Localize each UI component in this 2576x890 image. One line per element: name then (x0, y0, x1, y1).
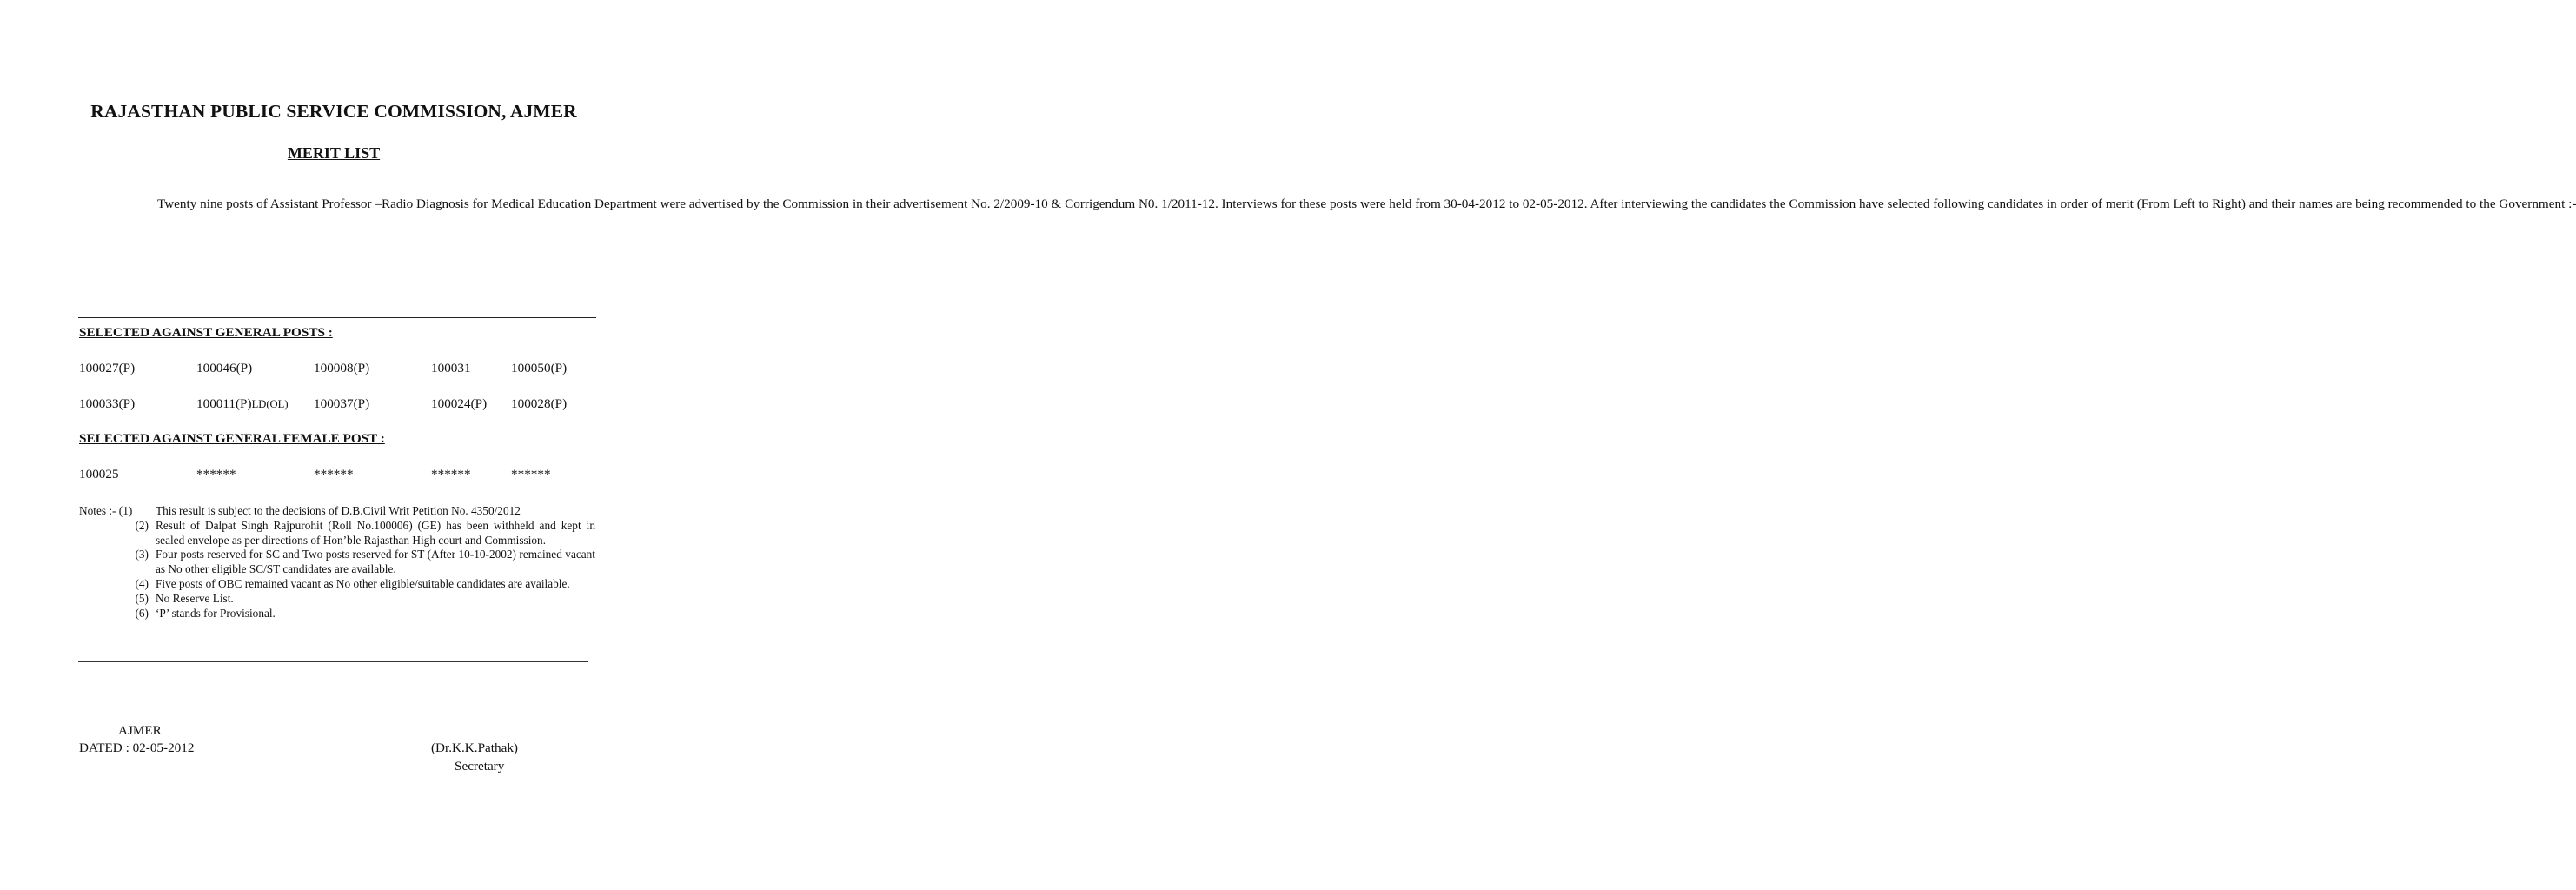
note-number: (4) (135, 576, 149, 590)
placeholder-asterisks: ****** (431, 467, 471, 482)
note-item (79, 548, 595, 577)
note-item (79, 592, 595, 607)
roll-number: 100011(P) (196, 396, 252, 411)
female-post-heading: SELECTED AGAINST GENERAL FEMALE POST : (79, 431, 385, 446)
note-item (79, 519, 595, 548)
placeholder-asterisks: ****** (511, 467, 551, 482)
note-number: (2) (135, 518, 149, 532)
note-text: No Reserve List. (156, 591, 234, 605)
note-number: (6) (135, 606, 149, 620)
place-label: AJMER (118, 723, 162, 738)
intro-text: Twenty nine posts of Assistant Professor –Radio Diagnosis for Medical Education Department were advertised by the Commission in their advertisement No. 2/2009-10 & Corrigendum N0. 1/2011-12. Interviews for these posts were held from 30-04-2012 to 02-05-2012. After interviewing the candidates the Commission have selected following candidates in order of merit (From Left to Right) and their names are being recommended to the Government :- (157, 196, 2576, 211)
note-item (79, 607, 595, 621)
note-text: Result of Dalpat Singh Rajpurohit (Roll No.100006) (GE) has been withheld and kept in sealed envelope as per directions of Hon’ble Rajasthan High court and Commission. (156, 518, 595, 547)
roll-number: 100037(P) (314, 396, 370, 411)
note-text: Five posts of OBC remained vacant as No other eligible/suitable candidates are available. (156, 576, 570, 590)
intro-paragraph (79, 196, 2576, 213)
note-item (79, 577, 595, 592)
roll-number: 100024(P) (431, 396, 488, 411)
note-text: Four posts reserved for SC and Two posts reserved for ST (After 10-10-2002) remained vacant as No other eligible SC/ST candidates are available. (156, 548, 595, 576)
merit-list-heading: MERIT LIST (287, 144, 381, 162)
placeholder-asterisks: ****** (196, 467, 236, 482)
ld-ol-tag: LD(OL) (251, 398, 289, 410)
roll-number: 100050(P) (511, 361, 568, 375)
divider (78, 661, 588, 662)
placeholder-asterisks: ****** (314, 467, 354, 482)
page-title: RAJASTHAN PUBLIC SERVICE COMMISSION, AJMER (90, 101, 577, 122)
note-text: ‘P’ stands for Provisional. (156, 606, 276, 620)
roll-number: 100027(P) (79, 361, 136, 375)
notes-label: Notes :- (79, 504, 116, 517)
note-number: (3) (135, 548, 149, 561)
roll-number: 100028(P) (511, 396, 568, 411)
note-text: This result is subject to the decisions of D.B.Civil Writ Petition No. 4350/2012 (156, 504, 521, 517)
roll-number: 100025 (79, 467, 119, 482)
note-number: (5) (135, 591, 149, 605)
note-item (79, 504, 595, 519)
signatory-name: (Dr.K.K.Pathak) (431, 741, 518, 755)
signatory-designation: Secretary (455, 759, 505, 774)
roll-number: 100031 (431, 361, 471, 375)
general-posts-heading: SELECTED AGAINST GENERAL POSTS : (79, 325, 333, 340)
notes-section (79, 504, 595, 621)
divider (78, 317, 596, 318)
roll-number: 100033(P) (79, 396, 136, 411)
note-number: (1) (118, 504, 133, 517)
roll-number: 100008(P) (314, 361, 370, 375)
date-label: DATED : 02-05-2012 (79, 741, 195, 755)
roll-number: 100046(P) (196, 361, 253, 375)
roll-number-with-note (196, 396, 289, 412)
note-lead (79, 504, 156, 519)
